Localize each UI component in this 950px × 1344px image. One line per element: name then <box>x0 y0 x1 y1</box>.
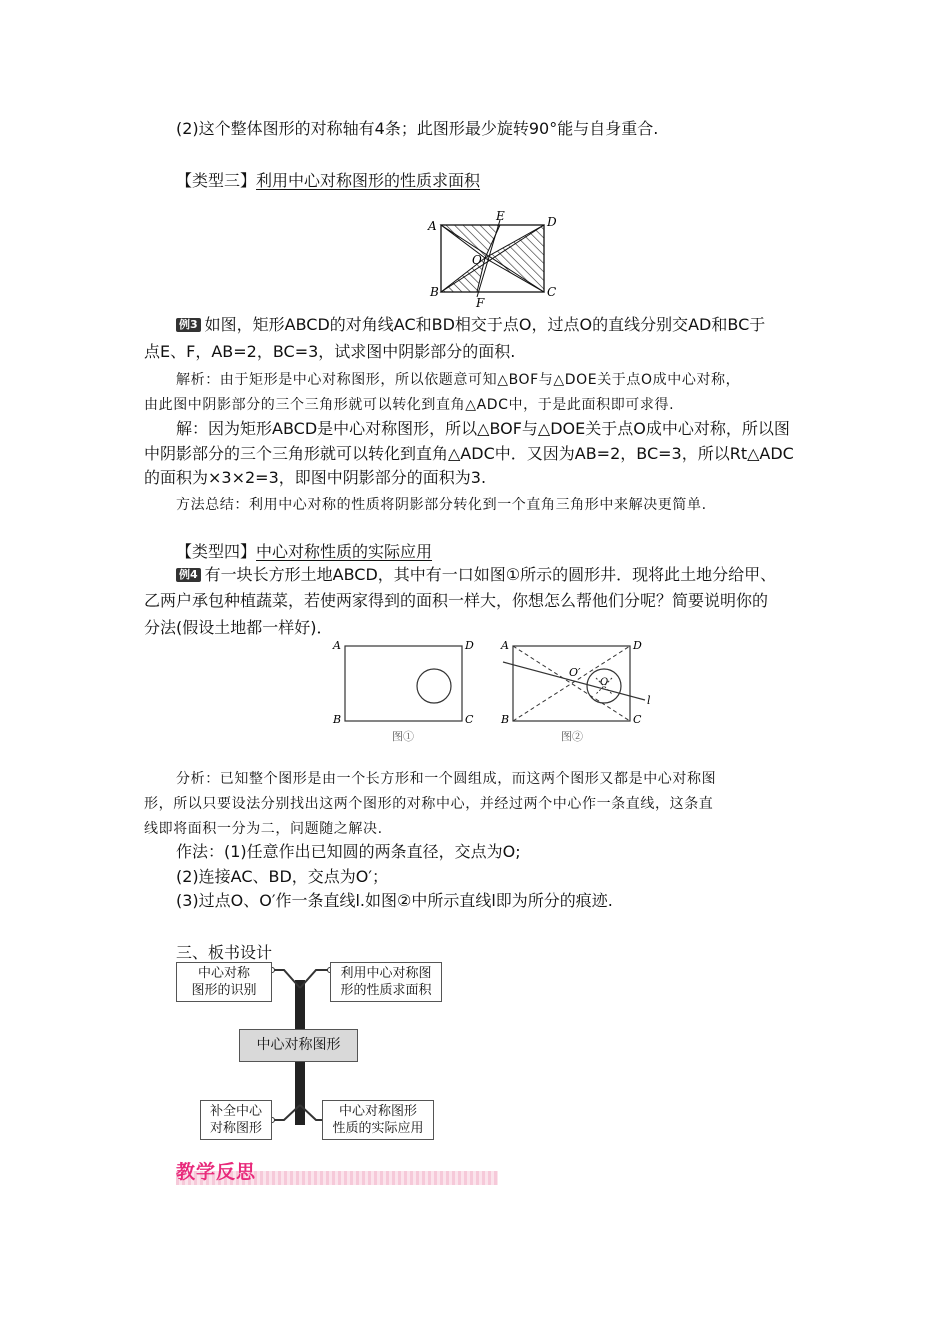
ex4-problem-2: 乙两户承包种植蔬菜，若使两家得到的面积一样大，你想怎么帮他们分呢？简要说明你的 <box>144 591 769 610</box>
board-heading: 三、板书设计 <box>176 943 273 962</box>
label-a: A <box>428 219 437 233</box>
type4-bracket: 【类型四】 <box>176 542 257 561</box>
p2-label-l: l <box>647 694 651 707</box>
ex4-method-2: (2)连接AC、BD，交点为O′； <box>176 867 389 886</box>
p2-label-d: D <box>633 639 642 652</box>
ex4-analysis-2: 形，所以只要设法分别找出这两个图形的对称中心，并经过两个中心作一条直线，这条直 <box>144 796 714 812</box>
ex4-method-1: 作法：(1)任意作出已知圆的两条直径，交点为O; <box>176 842 521 861</box>
label-e: E <box>496 209 505 223</box>
ex3-analysis-1: 解析：由于矩形是中心对称图形，所以依题意可知△BOF与△DOE关于点O成中心对称， <box>176 372 741 388</box>
p2-label-b: B <box>501 713 510 726</box>
board-center: 中心对称图形 <box>239 1029 358 1062</box>
label-c: C <box>547 285 557 299</box>
p1-label-b: B <box>333 713 342 726</box>
label-d: D <box>547 215 557 229</box>
label-f: F <box>476 296 485 308</box>
ex4-analysis-3: 线即将面积一分为二，问题随之解决. <box>144 821 383 837</box>
type4-title: 中心对称性质的实际应用 <box>256 542 433 561</box>
caption-2: 图② <box>561 730 583 743</box>
ex3-problem-1: 例3 如图，矩形ABCD的对角线AC和BD相交于点O，过点O的直线分别交AD和BC于 <box>176 314 765 336</box>
board-top-left: 中心对称 图形的识别 <box>176 962 272 1002</box>
ex3-solution-1: 解：因为矩形ABCD是中心对称图形，所以△BOF与△DOE关于点O成中心对称，所以图 <box>176 419 790 438</box>
fig2-diagonal-bd <box>513 646 630 721</box>
board-top-right: 利用中心对称图 形的性质求面积 <box>330 962 442 1002</box>
p1-label-a: A <box>333 639 341 652</box>
ex3-method: 方法总结：利用中心对称的性质将阴影部分转化到一个直角三角形中来解决更简单. <box>176 497 707 513</box>
board-bottom-left: 补全中心 对称图形 <box>200 1100 272 1140</box>
fig1-well <box>417 669 451 703</box>
label-b: B <box>430 285 439 299</box>
fig1-rect <box>345 646 462 721</box>
fig2-rect <box>513 646 630 721</box>
ex3-analysis-2: 由此图中阴影部分的三个三角形就可以转化到直角△ADC中，于是此面积即可求得. <box>144 397 675 413</box>
ex3-solution-3: 的面积为×3×2=3，即图中阴影部分的面积为3. <box>144 468 487 487</box>
p2-label-o: O <box>600 677 609 688</box>
ex3-solution-2: 中阴影部分的三个三角形就可以转化到直角△ADC中．又因为AB=2，BC=3，所以Rt△ADC <box>144 444 794 463</box>
answer-line: (2)这个整体图形的对称轴有4条；此图形最少旋转90°能与自身重合. <box>176 119 659 138</box>
type4-heading <box>176 541 432 563</box>
ex4-problem-3: 分法(假设土地都一样好)． <box>144 618 333 637</box>
board-bottom-right: 中心对称图形 性质的实际应用 <box>322 1100 434 1140</box>
ex4-analysis-1: 分析：已知整个图形是由一个长方形和一个圆组成，而这两个图形又都是中心对称图 <box>176 771 717 787</box>
type3-title: 利用中心对称图形的性质求面积 <box>256 171 481 190</box>
ex4-problem-1: 例4 有一块长方形土地ABCD，其中有一口如图①所示的圆形井．现将此土地分给甲、 <box>176 564 776 586</box>
well-figures <box>325 632 665 747</box>
p1-label-c: C <box>465 713 474 726</box>
caption-1: 图① <box>392 730 414 743</box>
type3-heading <box>176 170 480 192</box>
reflection-title: 教学反思 <box>176 1161 257 1183</box>
ex4-badge: 例4 <box>176 568 201 582</box>
p2-label-o-prime: O′ <box>569 666 581 679</box>
p2-label-c: C <box>633 713 642 726</box>
p2-label-a: A <box>501 639 509 652</box>
type3-bracket: 【类型三】 <box>176 171 257 190</box>
label-o: O <box>472 253 482 267</box>
shaded-triangle-aeo <box>441 225 500 258</box>
ex3-problem-2: 点E、F，AB=2，BC=3，试求图中阴影部分的面积. <box>144 342 516 361</box>
ex3-badge: 例3 <box>176 318 201 332</box>
fig2-diagonal-ac <box>513 646 630 721</box>
p1-label-d: D <box>465 639 474 652</box>
ex4-method-3: (3)过点O、O′作一条直线l.如图②中所示直线l即为所分的痕迹. <box>176 891 613 910</box>
rectangle-figure <box>420 208 560 308</box>
